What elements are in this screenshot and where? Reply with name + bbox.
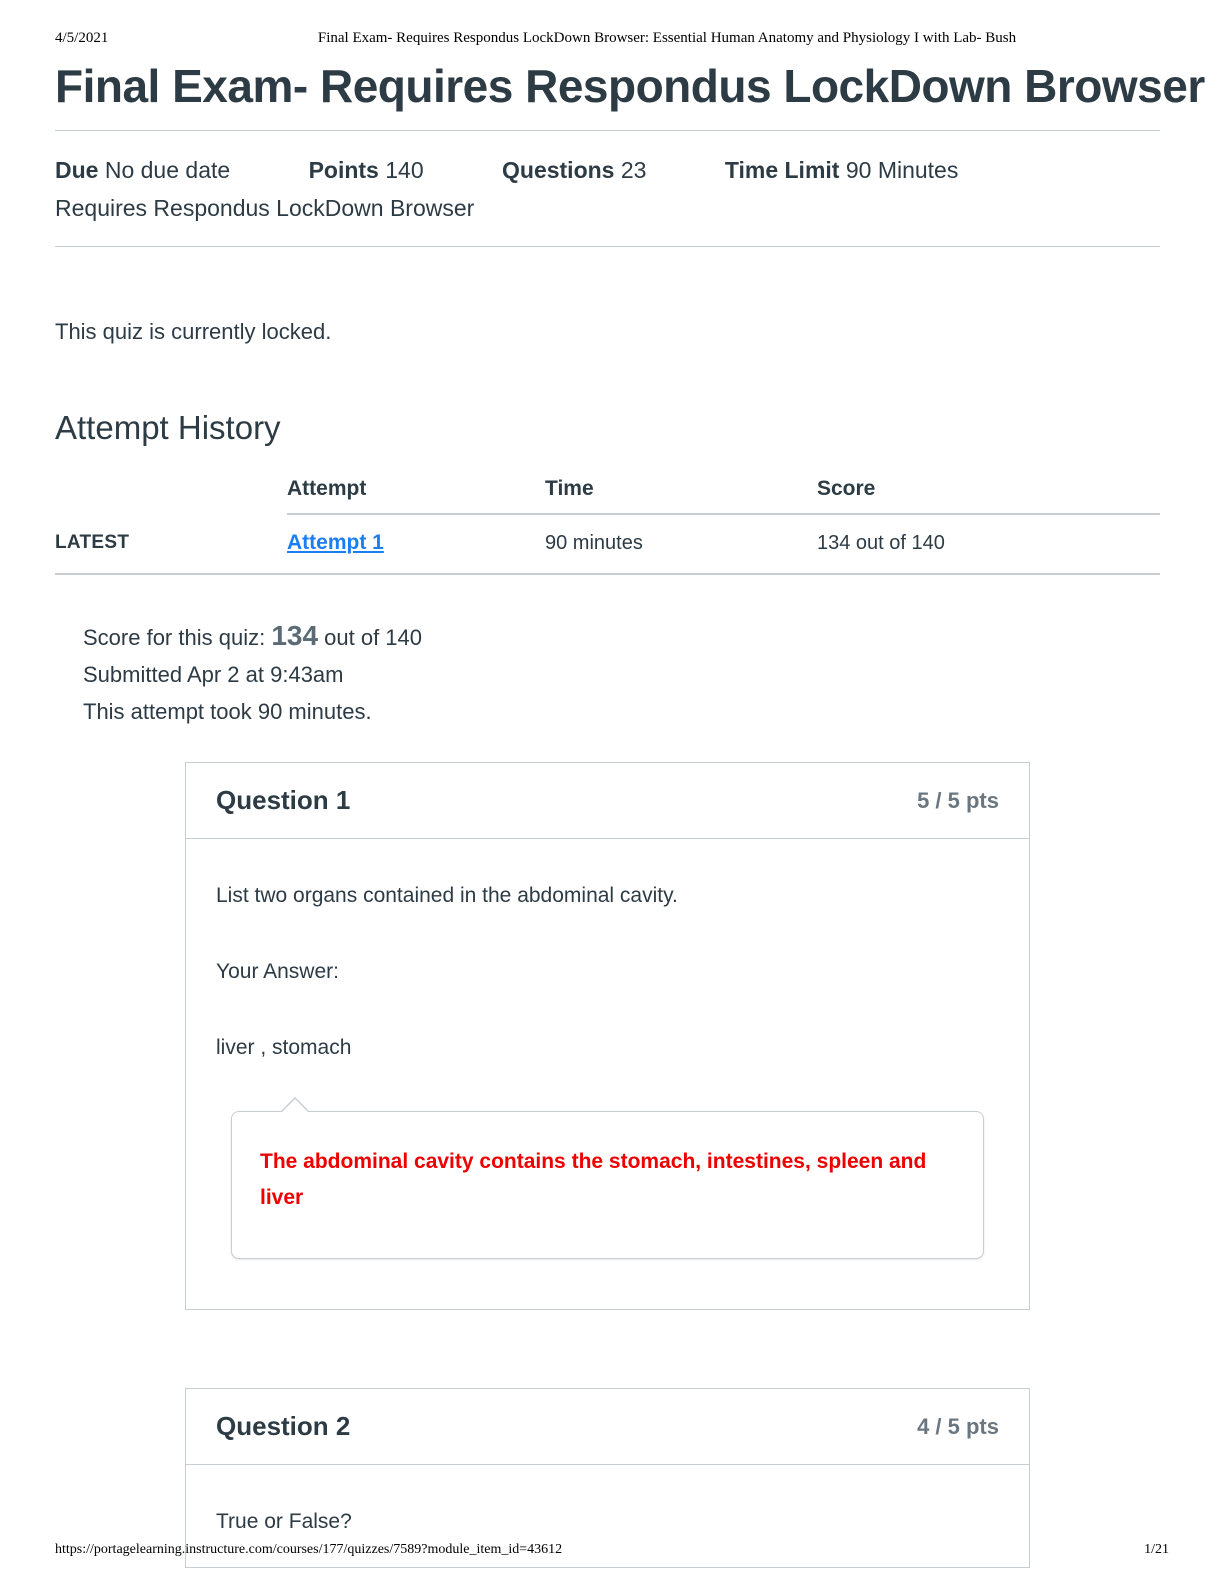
attempt-history-table bbox=[55, 477, 1160, 575]
meta-due bbox=[55, 151, 230, 189]
print-date: 4/5/2021 bbox=[55, 29, 109, 46]
meta-points bbox=[309, 151, 424, 189]
question-1-points: 5 / 5 pts bbox=[917, 787, 999, 813]
question-1-answer: liver , stomach bbox=[216, 1036, 352, 1059]
meta-requirement: Requires Respondus LockDown Browser bbox=[55, 195, 475, 221]
column-header-time: Time bbox=[545, 477, 817, 514]
score-line bbox=[83, 617, 1160, 656]
locked-note: This quiz is currently locked. bbox=[55, 319, 332, 344]
question-1-answer-label: Your Answer: bbox=[216, 960, 339, 983]
question-1-feedback-callout bbox=[231, 1111, 984, 1259]
table-row bbox=[55, 514, 1160, 574]
attempt-1-link[interactable]: Attempt 1 bbox=[287, 531, 384, 554]
attempt-link-cell bbox=[287, 514, 545, 574]
attempt-score-cell: 134 out of 140 bbox=[817, 514, 1160, 574]
meta-due-value: No due date bbox=[104, 157, 231, 183]
table-header-row bbox=[55, 477, 1160, 514]
meta-points-label: Points bbox=[308, 157, 379, 183]
question-1-body bbox=[186, 839, 1029, 1309]
footer-url: https://portagelearning.instructure.com/courses/177/quizzes/7589?module_item_id=43612 bbox=[55, 1542, 563, 1557]
meta-questions-label: Questions bbox=[502, 157, 615, 183]
meta-time-limit-label: Time Limit bbox=[724, 157, 840, 183]
meta-due-label: Due bbox=[55, 157, 99, 183]
meta-divider bbox=[55, 246, 1160, 247]
question-1-title: Question 1 bbox=[216, 785, 351, 815]
callout-pointer-fill bbox=[281, 1099, 309, 1113]
meta-questions bbox=[502, 151, 646, 189]
score-value: 134 bbox=[271, 620, 319, 651]
print-header-title: Final Exam- Requires Respondus LockDown Browser: Essential Human Anatomy and Physiology I with Lab- Bush bbox=[317, 29, 1017, 46]
attempt-latest-badge: LATEST bbox=[55, 514, 287, 574]
attempt-time-cell: 90 minutes bbox=[545, 514, 817, 574]
submitted-line: Submitted Apr 2 at 9:43am bbox=[83, 662, 344, 687]
column-header-attempt: Attempt bbox=[287, 477, 545, 514]
document-body bbox=[55, 58, 1205, 1568]
question-card-1 bbox=[185, 762, 1030, 1310]
question-2-points: 4 / 5 pts bbox=[917, 1413, 999, 1439]
attempt-history-heading: Attempt History bbox=[55, 409, 281, 446]
question-2-header bbox=[186, 1389, 1029, 1465]
question-1-feedback-text: The abdominal cavity contains the stomach, intestines, spleen and liver bbox=[260, 1150, 927, 1209]
footer-page-number: 1/21 bbox=[1144, 1542, 1169, 1557]
question-1-header bbox=[186, 763, 1029, 839]
score-suffix: out of 140 bbox=[324, 625, 423, 650]
duration-line: This attempt took 90 minutes. bbox=[83, 699, 372, 724]
title-divider bbox=[55, 130, 1160, 131]
meta-questions-value: 23 bbox=[620, 157, 647, 183]
meta-time-limit bbox=[725, 151, 959, 189]
column-header-flag bbox=[55, 477, 287, 514]
column-header-score: Score bbox=[817, 477, 1160, 514]
meta-points-value: 140 bbox=[385, 157, 424, 183]
question-1-prompt: List two organs contained in the abdominal cavity. bbox=[216, 884, 678, 907]
score-summary bbox=[55, 617, 1160, 730]
meta-time-limit-value: 90 Minutes bbox=[845, 157, 959, 183]
question-2-prompt: True or False? bbox=[216, 1510, 352, 1533]
question-2-title: Question 2 bbox=[216, 1411, 351, 1441]
score-prefix: Score for this quiz: bbox=[83, 625, 266, 650]
quiz-meta bbox=[55, 151, 1160, 227]
page-title: Final Exam- Requires Respondus LockDown Browser bbox=[55, 60, 1205, 112]
print-footer bbox=[55, 1540, 1169, 1560]
